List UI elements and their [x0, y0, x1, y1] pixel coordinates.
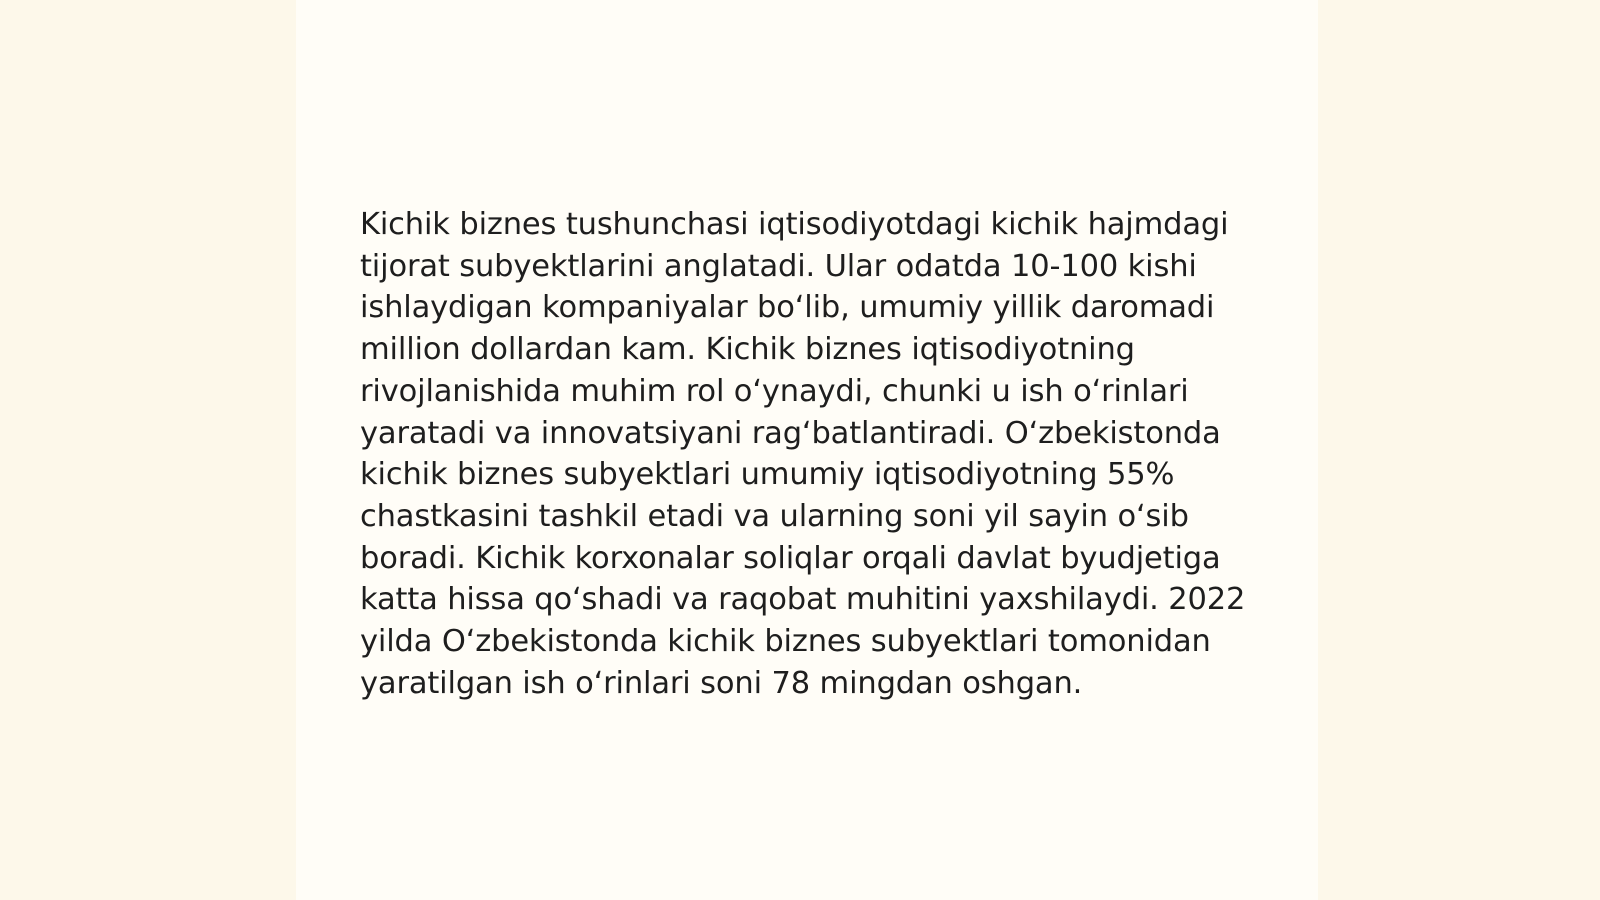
slide-body-text: Kichik biznes tushunchasi iqtisodiyotdagi kichik hajmdagi tijorat subyektlarini anglatadi. Ular odatda 10-100 kishi ishlaydigan kompaniyalar boʻlib, umumiy yillik daromadi million dollardan kam. Kichik biznes iqtisodiyotning rivojlanishida muhim rol oʻynaydi, chunki u ish oʻrinlari yaratadi va innovatsiyani ragʻbatlantiradi. Oʻzbekistonda kichik biznes subyektlari umumiy iqtisodiyotning 55% chastkasini tashkil etadi va ularning soni yil sayin oʻsib boradi. Kichik korxonalar soliqlar orqali davlat byudjetiga katta hissa qoʻshadi va raqobat muhitini yaxshilaydi. 2022 yilda Oʻzbekistonda kichik biznes subyektlari tomonidan yaratilgan ish oʻrinlari soni 78 mingdan oshgan.: [360, 207, 1246, 701]
slide-page: [296, 0, 1318, 900]
right-margin: [1318, 0, 1600, 900]
left-margin: [0, 0, 296, 900]
